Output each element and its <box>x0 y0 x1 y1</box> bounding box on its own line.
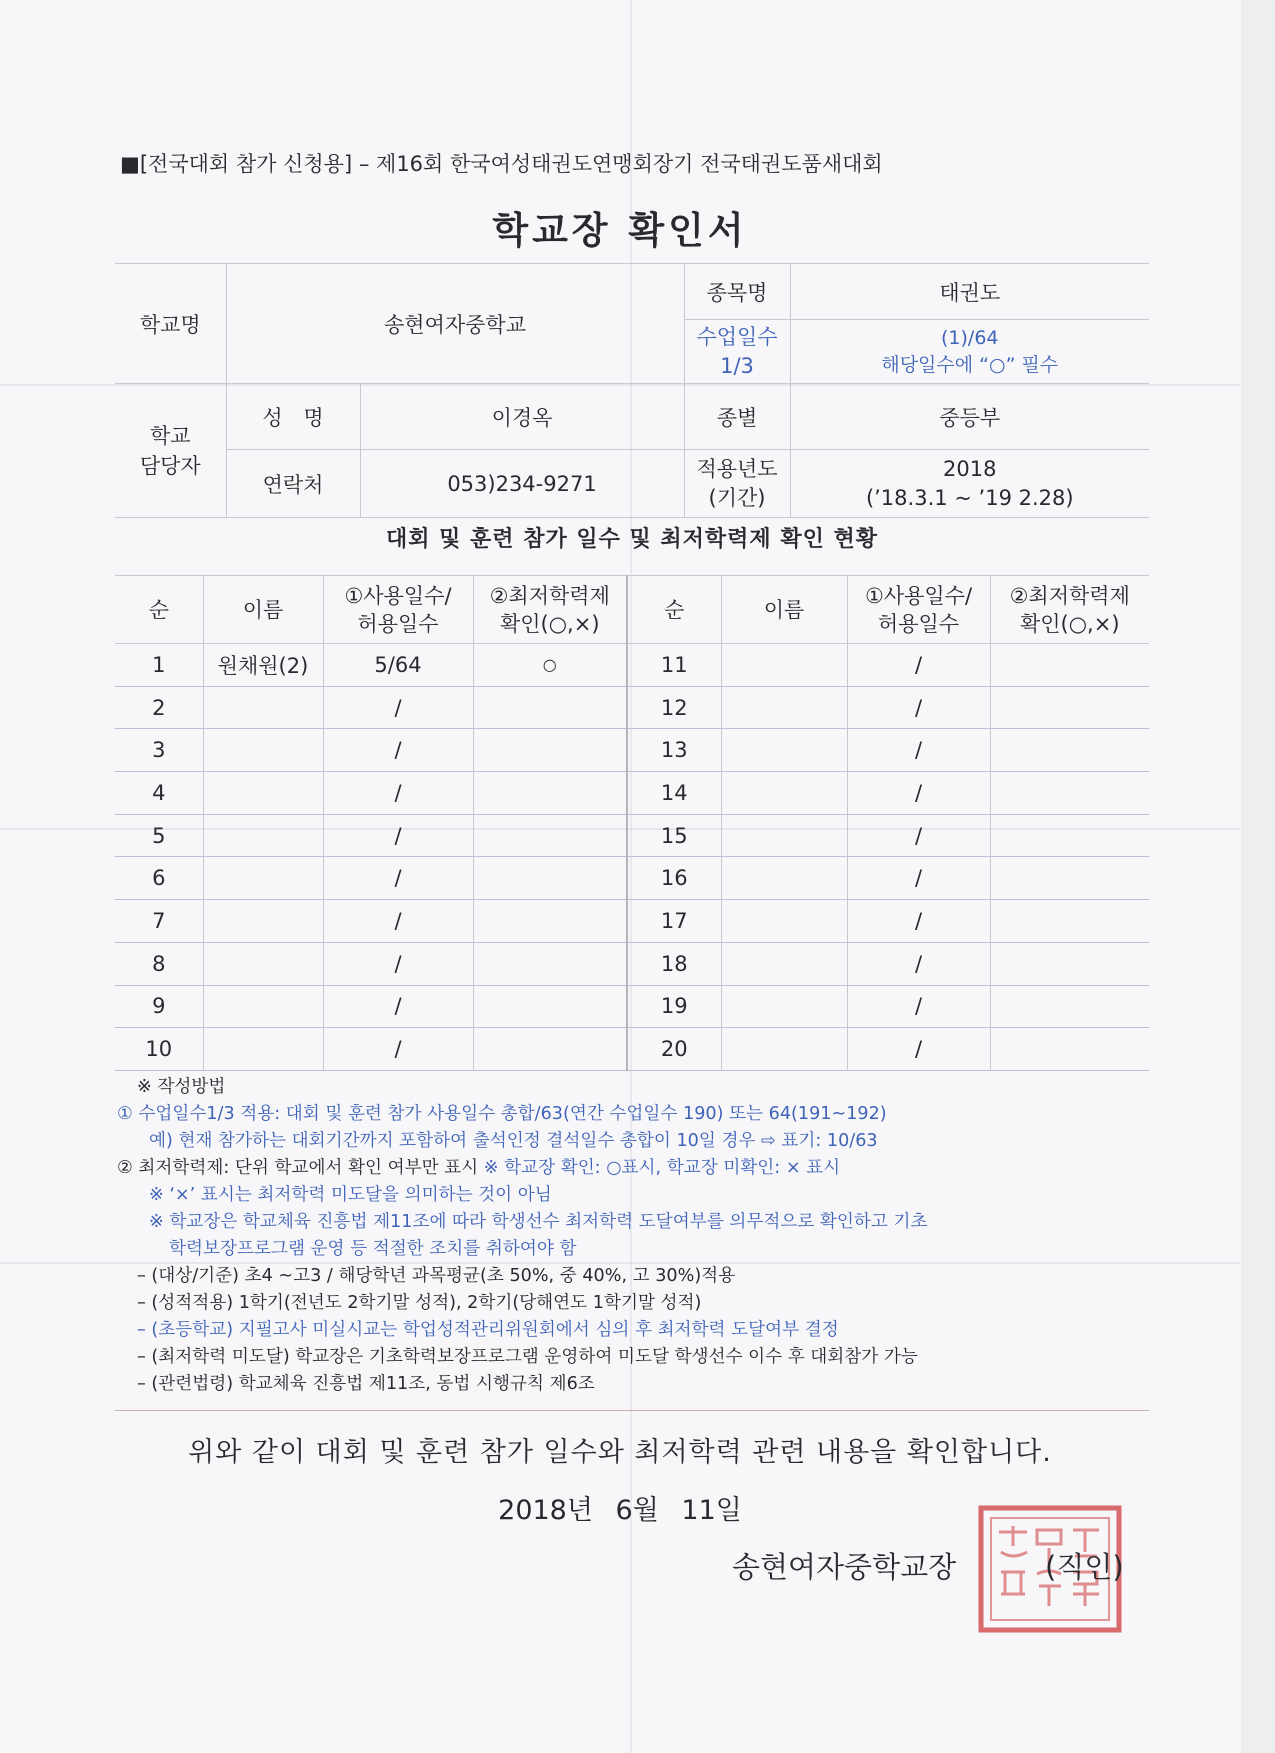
row-days: / <box>847 1028 990 1071</box>
row-name <box>203 985 323 1028</box>
row-days: / <box>323 686 473 729</box>
period-value: (’18.3.1 ~ ’19 2.28) <box>865 485 1074 510</box>
year-value-cell <box>790 450 1149 518</box>
year-label <box>684 450 790 518</box>
row-days: / <box>323 729 473 772</box>
date-day: 11일 <box>681 1495 742 1526</box>
row-check <box>990 1028 1149 1071</box>
row-days: / <box>323 1028 473 1071</box>
row-days: / <box>847 985 990 1028</box>
row-check: ○ <box>473 644 627 687</box>
row-check <box>473 1028 627 1071</box>
table-row <box>115 985 1149 1028</box>
detail-target: – (대상/기준) 초4 ~고3 / 해당학년 과목평균(초 50%, 중 40%, 고 30%)적용 <box>137 1266 736 1286</box>
row-name <box>721 857 847 900</box>
note-4: ※ 학교장은 학교체육 진흥법 제11조에 따라 학생선수 최저학력 도달여부를 의무적으로 확인하고 기초 <box>149 1212 928 1232</box>
header-name: 이름 <box>203 576 323 644</box>
date-year: 2018년 <box>498 1495 593 1526</box>
header-days-2: 허용일수 <box>877 611 960 636</box>
row-no: 4 <box>115 772 203 815</box>
row-check <box>990 814 1149 857</box>
row-name <box>203 942 323 985</box>
row-no: 7 <box>115 900 203 943</box>
row-days: / <box>847 900 990 943</box>
row-days: / <box>847 729 990 772</box>
note-2-marking: ※ 학교장 확인: ○표시, 학교장 미확인: × 표시 <box>483 1158 841 1178</box>
participation-table <box>115 575 1149 1071</box>
note-4-cont: 학력보장프로그램 운영 등 적절한 조치를 취하여야 함 <box>169 1239 577 1259</box>
page-edge <box>1241 0 1275 1753</box>
date-month: 6월 <box>615 1495 659 1526</box>
row-days: / <box>847 942 990 985</box>
row-no: 15 <box>627 814 721 857</box>
row-no: 17 <box>627 900 721 943</box>
row-days: / <box>847 686 990 729</box>
header-days-1: ①사용일수/ <box>864 583 973 608</box>
header-no: 순 <box>627 576 721 644</box>
row-no: 18 <box>627 942 721 985</box>
header-dash: – <box>358 152 370 176</box>
header-check-2: 확인(○,×) <box>1019 611 1120 636</box>
name-label: 성 명 <box>226 384 360 450</box>
table-row <box>115 814 1149 857</box>
class-days-value: (1)/64 <box>941 326 999 349</box>
phone-label: 연락처 <box>226 450 360 518</box>
row-name <box>721 985 847 1028</box>
section-title: 대회 및 훈련 참가 일수 및 최저학력제 확인 현황 <box>385 527 879 552</box>
row-days: / <box>847 814 990 857</box>
table-row <box>115 686 1149 729</box>
division-value: 중등부 <box>790 384 1149 450</box>
row-check <box>990 686 1149 729</box>
row-no: 12 <box>627 686 721 729</box>
row-name <box>203 772 323 815</box>
row-days: / <box>323 772 473 815</box>
row-no: 3 <box>115 729 203 772</box>
contact-group-label <box>115 384 226 518</box>
row-check <box>990 942 1149 985</box>
row-days: / <box>323 857 473 900</box>
row-check <box>990 985 1149 1028</box>
detail-law: – (관련법령) 학교체육 진흥법 제11조, 동법 시행규칙 제6조 <box>137 1374 595 1394</box>
table-row <box>115 1028 1149 1071</box>
row-days: / <box>847 772 990 815</box>
row-days: / <box>847 644 990 687</box>
header-check-1: ②최저학력제 <box>489 583 610 608</box>
notes-heading: ※ 작성방법 <box>137 1077 226 1097</box>
header-days-1: ①사용일수/ <box>344 583 452 608</box>
class-days-value-cell <box>790 320 1149 384</box>
row-name <box>721 644 847 687</box>
header-name: 이름 <box>721 576 847 644</box>
row-no: 5 <box>115 814 203 857</box>
contact-group-label-1: 학교 <box>149 423 191 448</box>
row-days: / <box>323 814 473 857</box>
school-label: 학교명 <box>115 264 226 384</box>
instructions <box>117 1074 1147 1398</box>
row-name <box>721 729 847 772</box>
row-check <box>990 857 1149 900</box>
row-check <box>473 900 627 943</box>
class-days-label-sub: 1/3 <box>720 353 754 378</box>
year-label-1: 적용년도 <box>696 456 778 481</box>
row-no: 16 <box>627 857 721 900</box>
row-name <box>721 1028 847 1071</box>
row-name <box>203 729 323 772</box>
row-no: 6 <box>115 857 203 900</box>
info-table <box>115 263 1149 518</box>
header-days <box>847 576 990 644</box>
row-no: 11 <box>627 644 721 687</box>
row-no: 13 <box>627 729 721 772</box>
table-row <box>115 857 1149 900</box>
row-no: 10 <box>115 1028 203 1071</box>
detail-not-met: – (최저학력 미도달) 학교장은 기초학력보장프로그램 운영하여 미도달 학생선수 이수 후 대회참가 가능 <box>137 1347 918 1367</box>
class-days-label <box>684 320 790 384</box>
row-check <box>473 772 627 815</box>
row-check <box>473 857 627 900</box>
row-check <box>990 772 1149 815</box>
header-event: 제16회 한국여성태권도연맹회장기 전국태권도품새대회 <box>376 152 883 176</box>
row-name <box>203 900 323 943</box>
table-row <box>115 644 1149 687</box>
table-header-row <box>115 576 1149 644</box>
note-2-text: ② 최저학력제: 단위 학교에서 확인 여부만 표시 <box>117 1158 479 1178</box>
school-value: 송현여자중학교 <box>226 264 684 384</box>
row-check <box>473 942 627 985</box>
row-no: 14 <box>627 772 721 815</box>
row-days: / <box>847 857 990 900</box>
header-check <box>990 576 1149 644</box>
header-no: 순 <box>115 576 203 644</box>
sport-value: 태권도 <box>790 264 1149 320</box>
class-days-label-text: 수업일수 <box>696 324 778 349</box>
detail-grades: – (성적적용) 1학기(전년도 2학기말 성적), 2학기(당해연도 1학기말 성적) <box>137 1293 702 1313</box>
row-name <box>203 1028 323 1071</box>
sport-label: 종목명 <box>684 264 790 320</box>
confirm-statement: 위와 같이 대회 및 훈련 참가 일수와 최저학력 관련 내용을 확인합니다. <box>188 1437 1052 1468</box>
row-check <box>473 814 627 857</box>
row-name <box>721 814 847 857</box>
detail-elementary: – (초등학교) 지필고사 미실시교는 학업성적관리위원회에서 심의 후 최저학력 도달여부 결정 <box>137 1320 839 1340</box>
seal-label: (직인) <box>1045 1550 1124 1584</box>
row-check <box>990 729 1149 772</box>
row-no: 1 <box>115 644 203 687</box>
row-days: / <box>323 985 473 1028</box>
year-label-2: (기간) <box>708 485 766 510</box>
table-row <box>115 772 1149 815</box>
header-check <box>473 576 627 644</box>
header-days-2: 허용일수 <box>357 611 439 636</box>
row-no: 2 <box>115 686 203 729</box>
table-row <box>115 729 1149 772</box>
year-value: 2018 <box>943 456 997 481</box>
row-name <box>721 686 847 729</box>
row-check <box>473 985 627 1028</box>
contact-group-label-2: 담당자 <box>139 453 201 478</box>
note-1-example: 예) 현재 참가하는 대회기간까지 포함하여 출석인정 결석일수 총합이 10일 경우 ⇨ 표기: 10/63 <box>149 1131 878 1151</box>
row-name <box>203 857 323 900</box>
header-days <box>323 576 473 644</box>
phone-value: 053)234-9271 <box>360 450 684 518</box>
row-no: 8 <box>115 942 203 985</box>
document-title: 학교장 확인서 <box>492 209 748 252</box>
divider <box>115 1410 1149 1411</box>
row-check <box>473 729 627 772</box>
row-days: / <box>323 942 473 985</box>
row-name <box>721 942 847 985</box>
note-2 <box>117 1155 1147 1182</box>
header-check-2: 확인(○,×) <box>499 611 600 636</box>
row-no: 20 <box>627 1028 721 1071</box>
row-name: 원채원(2) <box>203 644 323 687</box>
row-no: 9 <box>115 985 203 1028</box>
row-name <box>203 686 323 729</box>
name-value: 이경옥 <box>360 384 684 450</box>
class-days-note: 해당일수에 “○” 필수 <box>881 353 1059 376</box>
signer-name: 송현여자중학교장 <box>732 1550 957 1584</box>
header-check-1: ②최저학력제 <box>1009 583 1130 608</box>
note-1: ① 수업일수1/3 적용: 대회 및 훈련 참가 사용일수 총합/63(연간 수업일수 190) 또는 64(191~192) <box>117 1104 887 1124</box>
row-check <box>990 900 1149 943</box>
note-3: ※ ‘×’ 표시는 최저학력 미도달을 의미하는 것이 아님 <box>149 1185 552 1205</box>
header-line <box>120 148 883 178</box>
row-days: 5/64 <box>323 644 473 687</box>
row-check <box>990 644 1149 687</box>
row-name <box>203 814 323 857</box>
row-name <box>721 772 847 815</box>
table-row <box>115 900 1149 943</box>
table-row <box>115 942 1149 985</box>
row-days: / <box>323 900 473 943</box>
row-no: 19 <box>627 985 721 1028</box>
header-category: ■[전국대회 참가 신청용] <box>120 152 353 176</box>
division-label: 종별 <box>684 384 790 450</box>
row-name <box>721 900 847 943</box>
row-check <box>473 686 627 729</box>
